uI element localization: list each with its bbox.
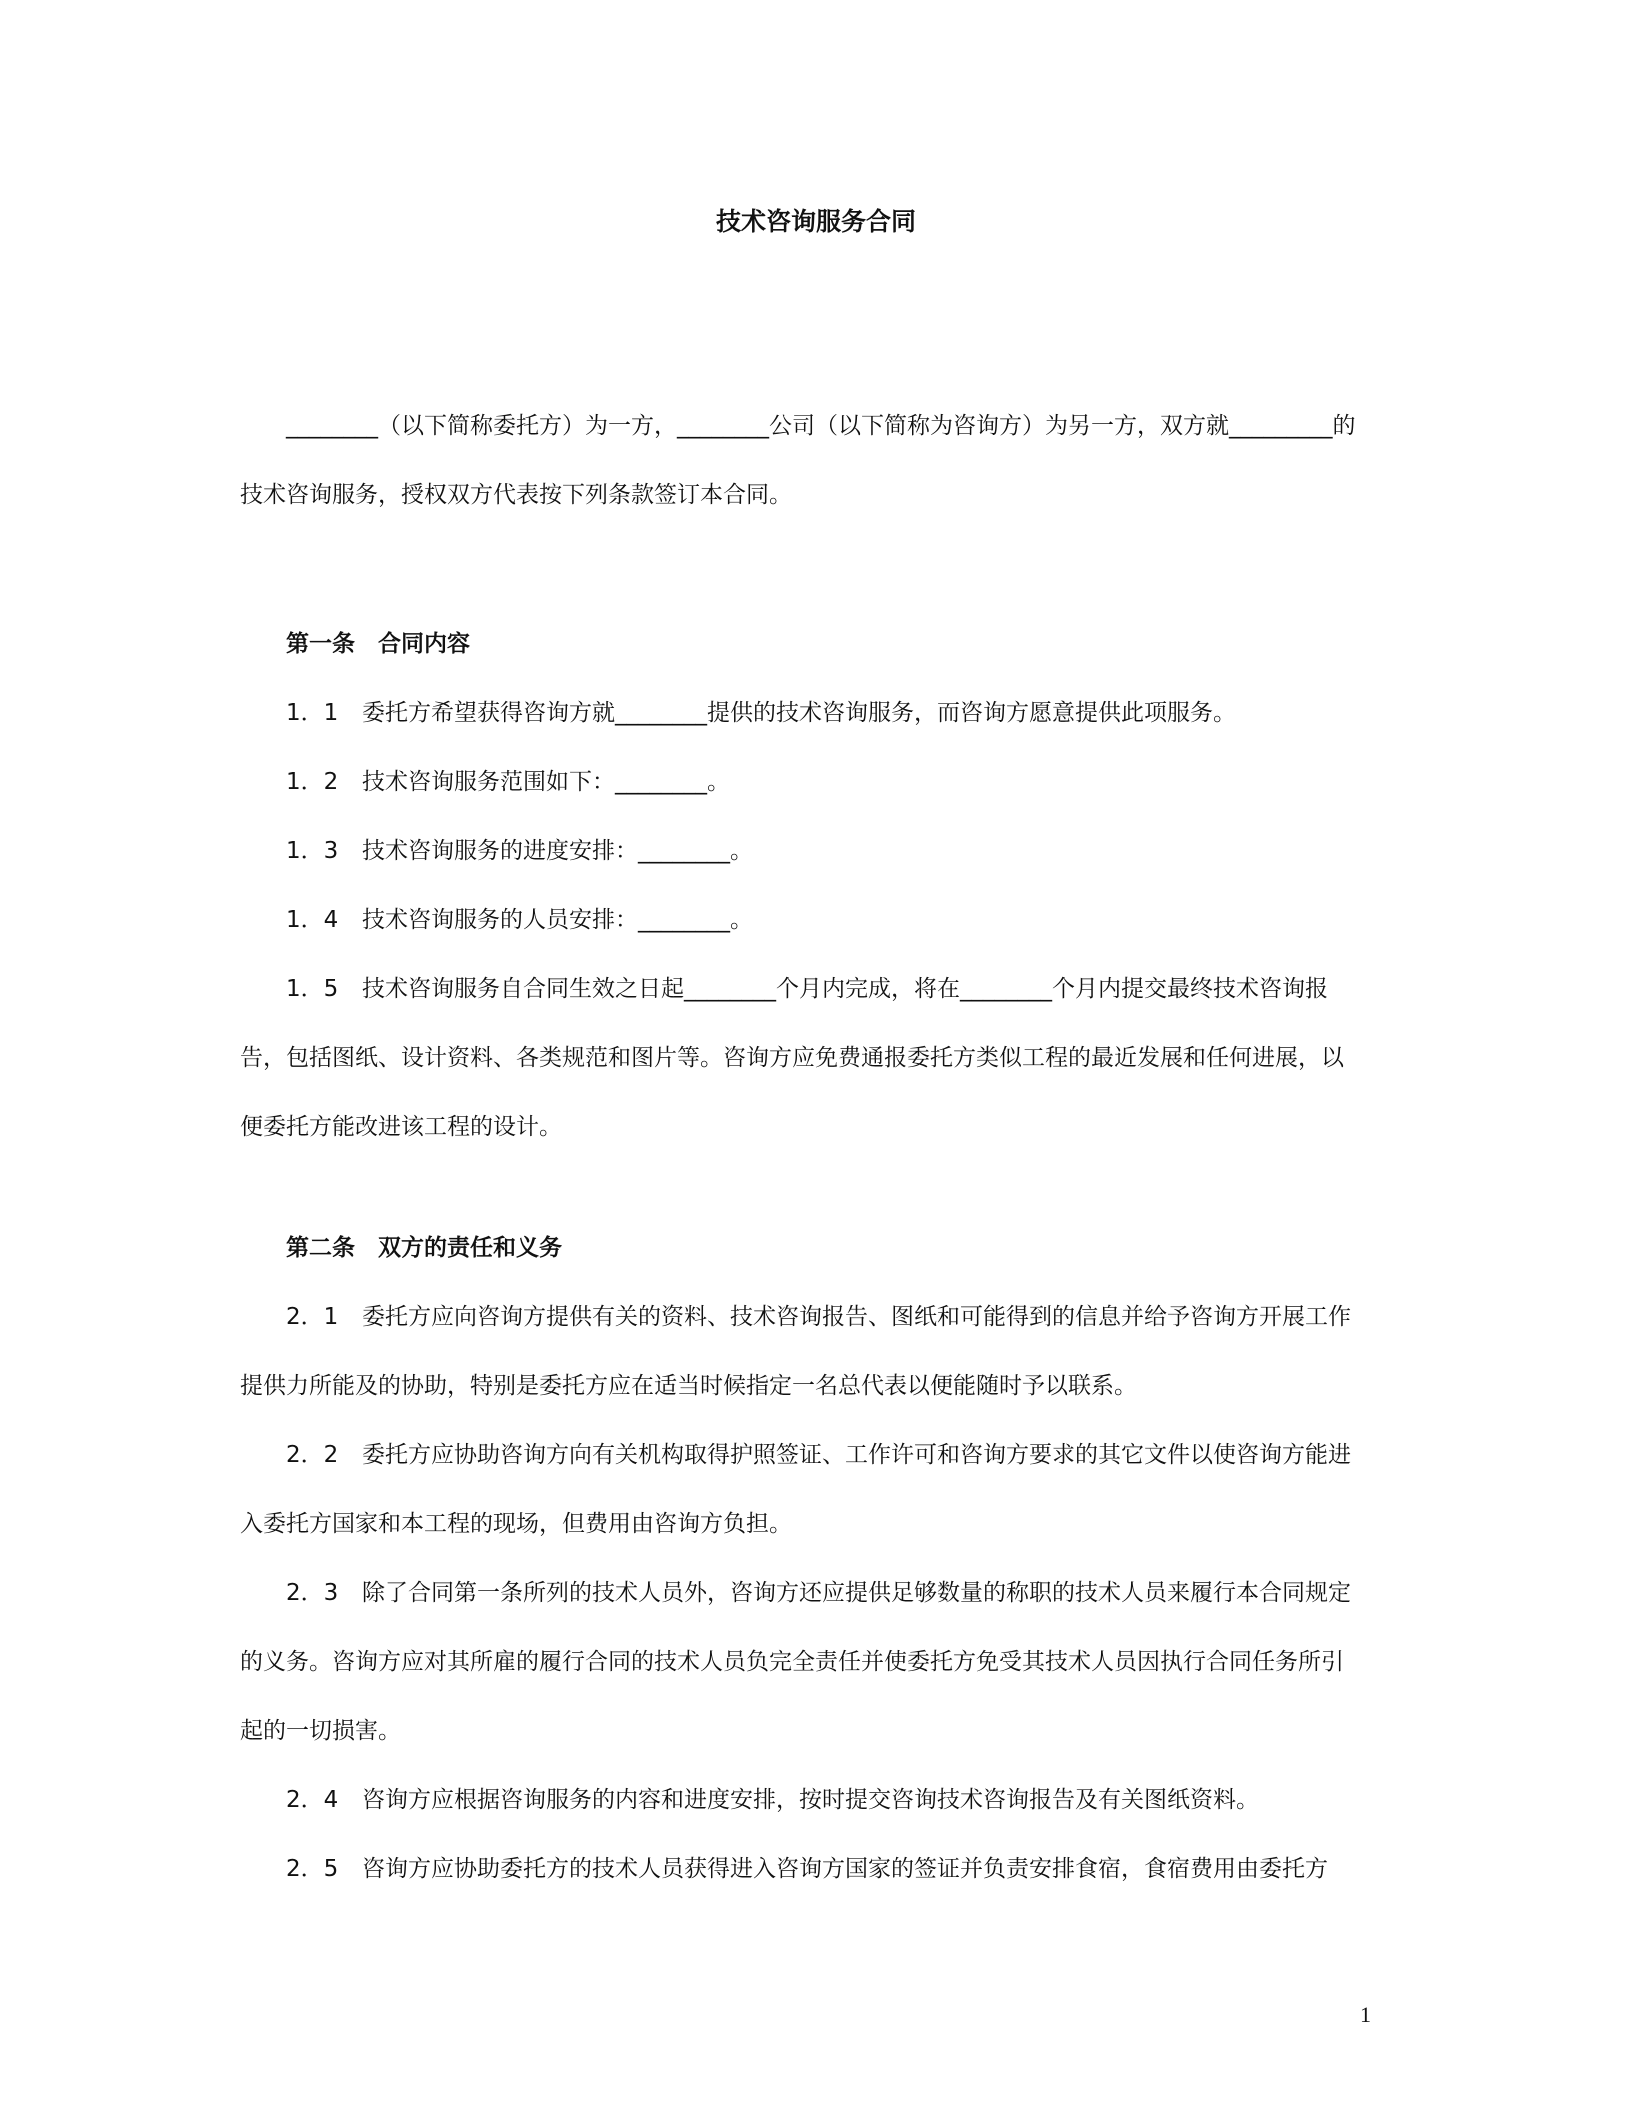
clause-2-4 — [240, 1766, 1360, 1835]
page-number: 1 — [1360, 2002, 1371, 2027]
clause-text: 技术咨询服务的人员安排：________。 — [362, 907, 753, 933]
clause-text: 委托方希望获得咨询方就________提供的技术咨询服务，而咨询方愿意提供此项服务。 — [362, 700, 1236, 726]
clause-number: 2．4 — [286, 1787, 339, 1813]
clause-text: 咨询方应协助委托方的技术人员获得进入咨询方国家的签证并负责安排食宿，食宿费用由委托方 — [362, 1856, 1328, 1882]
clause-number: 1．5 — [286, 976, 339, 1002]
clause-number: 1．2 — [286, 769, 339, 795]
clause-1-4 — [240, 886, 1360, 955]
spacer — [240, 1162, 1360, 1214]
clause-number: 1．3 — [286, 838, 339, 864]
clause-number: 1．4 — [286, 907, 339, 933]
clause-text: 咨询方应根据咨询服务的内容和进度安排，按时提交咨询技术咨询报告及有关图纸资料。 — [362, 1787, 1259, 1813]
spacer — [240, 530, 1360, 610]
clause-text: 技术咨询服务范围如下：________。 — [362, 769, 730, 795]
article-2-heading: 第二条 双方的责任和义务 — [286, 1235, 562, 1261]
clause-text: 委托方应协助咨询方向有关机构取得护照签证、工作许可和咨询方要求的其它文件以使咨询方能进入委托方国家和本工程的现场，但费用由咨询方负担。 — [240, 1442, 1351, 1537]
clause-1-5 — [240, 955, 1360, 1162]
clause-number: 2．3 — [286, 1580, 339, 1606]
clause-text: 除了合同第一条所列的技术人员外，咨询方还应提供足够数量的称职的技术人员来履行本合同规定的义务。咨询方应对其所雇的履行合同的技术人员负完全责任并使委托方免受其技术人员因执行合同任务所引起的一切损害。 — [240, 1580, 1351, 1744]
clause-2-2 — [240, 1421, 1360, 1559]
document-body — [240, 392, 1360, 1904]
article-1-heading: 第一条 合同内容 — [286, 631, 470, 657]
clause-1-2 — [240, 748, 1360, 817]
clause-2-3 — [240, 1559, 1360, 1766]
clause-2-1 — [240, 1283, 1360, 1421]
clause-number: 2．1 — [286, 1304, 339, 1330]
document-title: 技术咨询服务合同 — [715, 207, 916, 236]
clause-text: 委托方应向咨询方提供有关的资料、技术咨询报告、图纸和可能得到的信息并给予咨询方开展工作提供力所能及的协助，特别是委托方应在适当时候指定一名总代表以便能随时予以联系。 — [240, 1304, 1351, 1399]
clause-1-3 — [240, 817, 1360, 886]
clause-number: 2．5 — [286, 1856, 339, 1882]
clause-number: 1．1 — [286, 700, 339, 726]
clause-1-1 — [240, 679, 1360, 748]
clause-text: 技术咨询服务自合同生效之日起________个月内完成，将在________个月内提交最终技术咨询报告，包括图纸、设计资料、各类规范和图片等。咨询方应免费通报委托方类似工程的最近发展和任何进展，以便委托方能改进该工程的设计。 — [240, 976, 1344, 1140]
clause-number: 2．2 — [286, 1442, 339, 1468]
clause-text: 技术咨询服务的进度安排：________。 — [362, 838, 753, 864]
intro-paragraph: ________（以下简称委托方）为一方，________公司（以下简称为咨询方）为另一方，双方就_________的技术咨询服务，授权双方代表按下列条款签订本合同。 — [240, 413, 1356, 508]
clause-2-5 — [240, 1835, 1360, 1904]
